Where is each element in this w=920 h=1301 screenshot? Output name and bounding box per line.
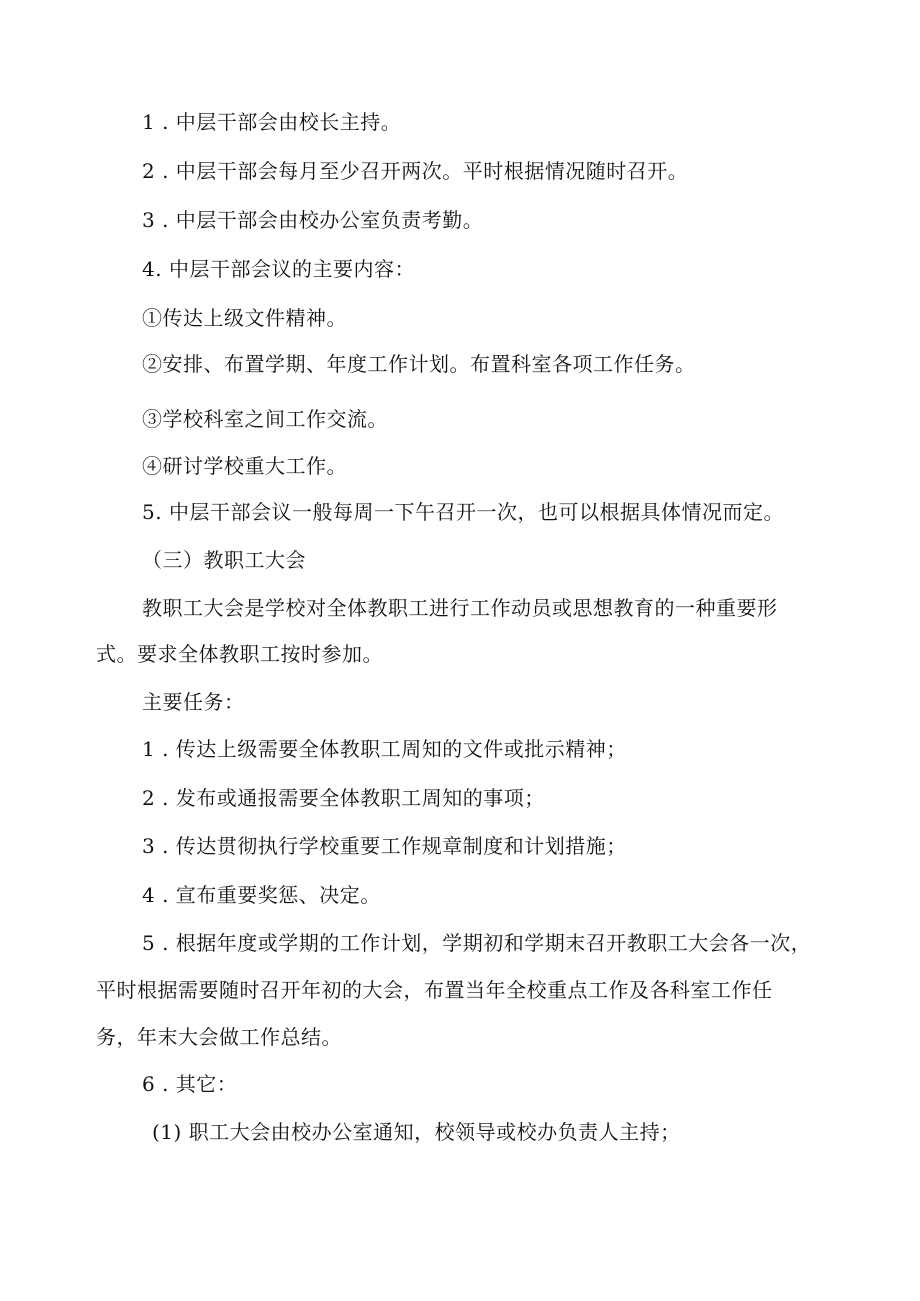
text-line: 5. 中层干部会议一般每周一下午召开一次，也可以根据具体情况而定。 [142,500,784,524]
text-line: (1) 职工大会由校办公室通知，校领导或校办负责人主持； [152,1120,681,1144]
text-line: 教职工大会是学校对全体教职工进行工作动员或思想教育的一种重要形 [142,596,778,620]
text-line: 主要任务： [142,690,245,714]
text-line: 5 . 根据年度或学期的工作计划，学期初和学期末召开教职工大会各一次， [142,931,812,955]
text-line: 4. 中层干部会议的主要内容： [142,257,415,281]
text-line: 1 . 传达上级需要全体教职工周知的文件或批示精神； [142,737,627,761]
text-line: 1 . 中层干部会由校长主持。 [142,110,402,134]
text-line: 2 . 中层干部会每月至少召开两次。平时根据情况随时召开。 [142,159,689,183]
text-line: ①传达上级文件精神。 [142,306,347,330]
text-line: ④研讨学校重大工作。 [142,454,347,478]
section-heading: （三）教职工大会 [142,548,306,572]
text-line: 3 . 中层干部会由校办公室负责考勤。 [142,208,484,232]
text-line: ③学校科室之间工作交流。 [142,407,388,431]
text-line: 式。要求全体教职工按时参加。 [96,642,383,666]
text-line: 4 . 宣布重要奖惩、决定。 [142,883,381,907]
text-line: 6 . 其它： [142,1072,238,1096]
text-line: 3 . 传达贯彻执行学校重要工作规章制度和计划措施； [142,834,627,858]
text-line: 平时根据需要随时召开年初的大会，布置当年全校重点工作及各科室工作任 [96,978,773,1002]
text-line: 务，年末大会做工作总结。 [96,1025,342,1049]
text-line: ②安排、布置学期、年度工作计划。布置科室各项工作任务。 [142,352,696,376]
text-line: 2 . 发布或通报需要全体教职工周知的事项； [142,786,545,810]
